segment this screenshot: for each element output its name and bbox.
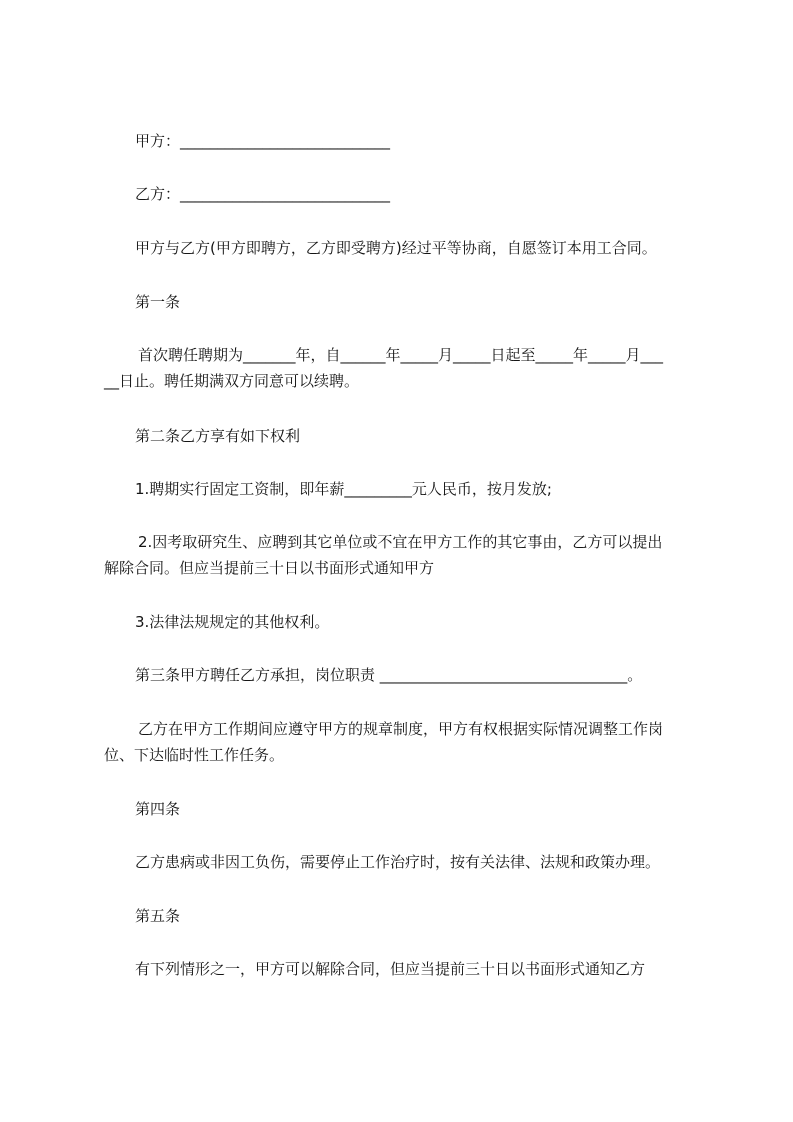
article-2-item-3: 3.法律法规规定的其他权利。 (135, 613, 330, 631)
article-2-item-2-line-2: 解除合同。但应当提前三十日以书面形式通知甲方 (104, 559, 435, 577)
contract-intro: 甲方与乙方(甲方即聘方，乙方即受聘方)经过平等协商，自愿签订本用工合同。 (135, 239, 657, 257)
party-b-line (135, 184, 390, 204)
article-2-title: 第二条乙方享有如下权利 (135, 427, 301, 445)
article-3-text-line-2: 位、下达临时性工作任务。 (104, 746, 285, 764)
party-b-blank: ____________________________ (180, 185, 391, 203)
article-5-text: 有下列情形之一，甲方可以解除合同，但应当提前三十日以书面形式通知乙方 (135, 960, 646, 978)
article-1-text-line-1: 首次聘任聘期为_______年，自______年_____月_____日起至_____年_____月___ (138, 346, 664, 364)
party-a-label: 甲方： (135, 132, 181, 150)
article-4-text: 乙方患病或非因工负伤，需要停止工作治疗时，按有关法律、法规和政策办理。 (135, 853, 661, 871)
article-3-title: 第三条甲方聘任乙方承担，岗位职责 _________________________________。 (135, 666, 643, 684)
article-1-title: 第一条 (135, 293, 181, 311)
article-2-item-1: 1.聘期实行固定工资制，即年薪_________元人民币，按月发放; (135, 480, 552, 498)
article-1-text-line-2: __日止。聘任期满双方同意可以续聘。 (104, 372, 360, 390)
article-4-title: 第四条 (135, 800, 181, 818)
party-a-line (135, 131, 390, 151)
article-5-title: 第五条 (135, 907, 181, 925)
party-a-blank: ____________________________ (180, 132, 391, 150)
party-b-label: 乙方： (135, 185, 181, 203)
article-3-text-line-1: 乙方在甲方工作期间应遵守甲方的规章制度，甲方有权根据实际情况调整工作岗 (138, 720, 664, 738)
article-2-item-2-line-1: 2.因考取研究生、应聘到其它单位或不宜在甲方工作的其它事由，乙方可以提出 (138, 533, 663, 551)
